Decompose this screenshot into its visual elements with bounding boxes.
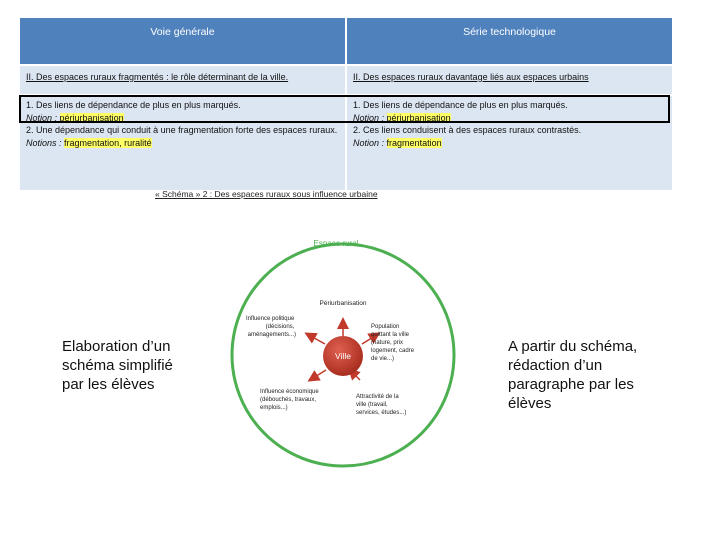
attractivity-label: Attractivité de la ville (travail, services, études...) xyxy=(356,394,407,416)
right-note: A partir du schéma, rédaction d’un paragraphe par les élèves xyxy=(508,338,638,412)
left-note: Elaboration d’un schéma simplifié par les élèves xyxy=(62,338,173,393)
left-notion-1: Notion : périurbanisation xyxy=(26,112,124,123)
population-label: Population quittant la ville (nature, prix logement, cadre de vie...) xyxy=(371,324,415,362)
right-item-1: 1. Des liens de dépendance de plus en plus marqués. xyxy=(353,100,568,110)
left-item-1: 1. Des liens de dépendance de plus en plus marqués. xyxy=(26,100,241,110)
right-notion-1: Notion : périurbanisation xyxy=(353,112,451,123)
header-voie-generale: Voie générale xyxy=(20,18,345,64)
left-notion-2: Notions : fragmentation, ruralité xyxy=(26,137,152,148)
left-item-2: 2. Une dépendance qui conduit à une fragmentation forte des espaces ruraux. xyxy=(26,125,338,135)
header-serie-technologique: Série technologique xyxy=(347,18,672,64)
schema-title: « Schéma » 2 : Des espaces ruraux sous influence urbaine xyxy=(155,189,378,199)
left-section-title: II. Des espaces ruraux fragmentés : le rôle déterminant de la ville. xyxy=(20,64,345,94)
arrow-bottom-left xyxy=(310,370,326,380)
right-section-title: II. Des espaces ruraux davantage liés aux espaces urbains xyxy=(347,64,672,94)
right-notion-2: Notion : fragmentation xyxy=(353,137,442,148)
arrow-left xyxy=(307,334,325,344)
outer-label: Espace rural xyxy=(313,239,359,248)
periurbanisation-label: Périurbanisation xyxy=(319,300,367,307)
city-label: Ville xyxy=(335,351,351,361)
right-item-2: 2. Ces liens conduisent à des espaces ruraux contrastés. xyxy=(353,125,582,135)
economic-influence-label: Influence économique (débouchés, travaux, emplois...) xyxy=(260,389,319,411)
political-influence-label: Influence politique (décisions, aménagements...) xyxy=(245,316,296,338)
